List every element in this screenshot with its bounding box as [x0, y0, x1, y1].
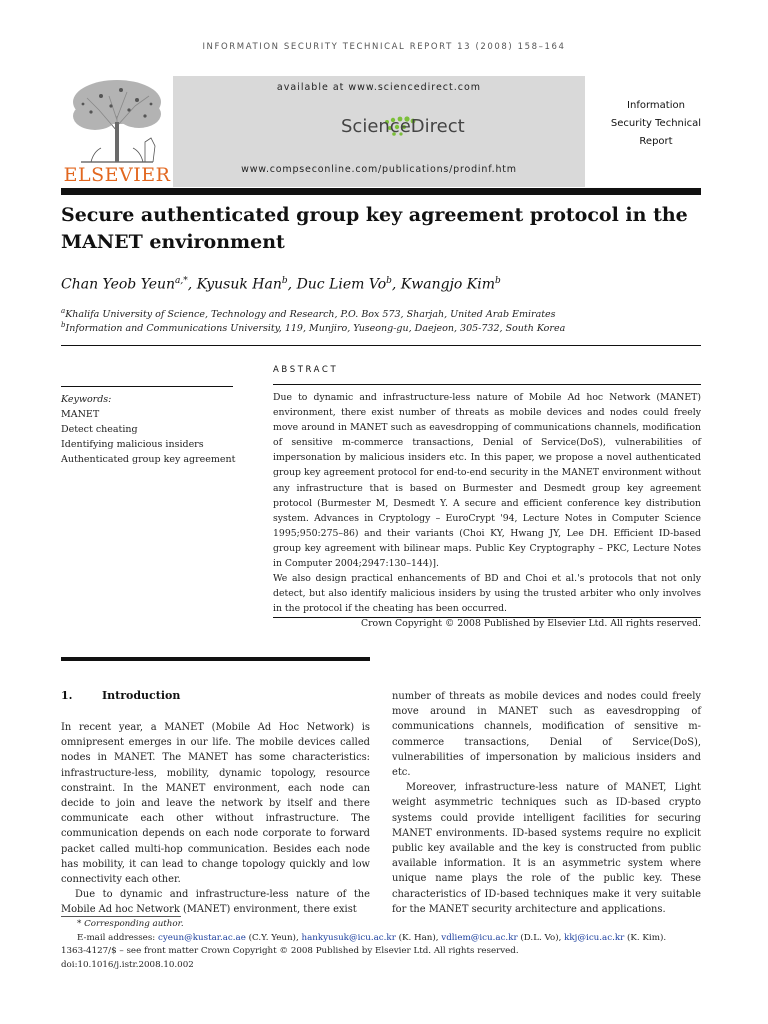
body-paragraph: In recent year, a MANET (Mobile Ad Hoc Network) is omnipresent emerges in our life. The mobile devices called nodes in MANET. The MANET has some characteristics: infrastructure-less, mobility, dynamic topology, resource constraint. In the MANET environment, each node can decide to join and leave the network by itself and there communicate each other without infrastructure. The communication depends on each node corporate to forward packet called multi-hop communication. Besides each node has mobility, it can lead to change topology quickly and low connectivity each other. [61, 722, 370, 886]
body-column-left [61, 720, 370, 918]
available-at-text[interactable]: available at www.sciencedirect.com [276, 82, 482, 93]
keyword-item: Identifying malicious insiders [61, 439, 204, 451]
author-name: Kwangjo Kim [400, 276, 496, 293]
header-rule [61, 188, 701, 195]
section-divider [61, 345, 701, 346]
abstract-paragraph: We also design practical enhancements of BD and Choi et al.'s protocols that not only detect, but also identify malicious insiders by using the trusted arbiter who only involves in the protocol if the cheating has been occurred. [273, 573, 701, 615]
abstract-copyright: Crown Copyright © 2008 Published by Elsevier Ltd. All rights reserved. [360, 618, 701, 630]
author-affil-mark: b [495, 276, 501, 286]
abstract-body [273, 390, 701, 632]
doi-line[interactable]: doi:10.1016/j.istr.2008.10.002 [61, 959, 194, 970]
section-title: Introduction [102, 689, 181, 702]
footnotes [61, 918, 701, 972]
keywords-block [61, 392, 261, 467]
email-owner: (K. Kim). [627, 932, 667, 943]
author-affil-mark: b [386, 276, 392, 286]
email-owner: (K. Han), [398, 932, 439, 943]
journal-name [596, 97, 716, 151]
affiliation [61, 307, 701, 320]
section-number: 1. [61, 689, 73, 702]
keywords-top-rule [61, 386, 233, 387]
email-link[interactable]: cyeun@kustar.ac.ae [157, 932, 246, 943]
abstract-heading: ABSTRACT [273, 365, 339, 375]
author-name: Kyusuk Han [196, 276, 282, 293]
affiliation-text: Information and Communications University, 119, Munjiro, Yuseong-gu, Daejeon, 305-732, South Korea [65, 323, 566, 335]
body-paragraph: Moreover, infrastructure-less nature of MANET, Light weight asymmetric techniques such as ID-based crypto systems could provide intelligent facilities for securing MANET environments. ID-based systems require no explicit public key available and the key is constructed from public available information. It is an asymmetric system where unique name plays the role of the public key. These characteristics of ID-based techniques make it very suitable for the MANET security architecture and applications. [392, 782, 701, 915]
email-addresses [61, 932, 701, 946]
sciencedirect-wordmark: ScienceDirect [341, 116, 465, 137]
body-start-rule [61, 657, 370, 661]
author-name: Duc Liem Vo [296, 276, 387, 293]
section-heading [61, 689, 180, 702]
abstract-paragraph: Due to dynamic and infrastructure-less nature of Mobile Ad hoc Network (MANET) environment, there exist number of threats as mobile devices and nodes could freely move around in MANET such as eavesdropping of communications channels, modification of sensitive m-commerce transactions, Denial of Service(DoS), vulnerabilities of impersonation by malicious insiders etc. In this paper, we propose a novel authenticated group key agreement protocol for end-to-end security in the MANET environment without any infrastructure that is based on Burmester and Desmedt group key agreement protocol (Burmester M, Desmedt Y. A secure and efficient conference key distribution system. Advances in Cryptology – EuroCrypt '94, Lecture Notes in Computer Science 1995;950:275–86) and their variants (Choi KY, Hwang JY, Lee DH. Efficient ID-based group key agreement with bilinear maps. Public Key Cryptography – PKC, Lecture Notes in Computer 2004;2947:130–144)]. [273, 392, 701, 570]
body-column-right [392, 689, 701, 917]
affiliation-mark: a [61, 307, 66, 315]
affiliation [61, 321, 701, 334]
email-label: E-mail addresses: [77, 932, 156, 943]
keyword-item: Detect cheating [61, 424, 138, 436]
elsevier-logo [61, 76, 173, 186]
keywords-label: Keywords: [61, 394, 112, 405]
sciencedirect-banner [173, 76, 585, 187]
abstract-bottom-rule [273, 617, 701, 618]
journal-name-line: Information [627, 100, 685, 111]
keyword-item: Authenticated group key agreement [61, 454, 236, 466]
email-owner: (C.Y. Yeun), [248, 932, 299, 943]
author-affil-mark: a,* [175, 276, 188, 286]
corresponding-author-note: * Corresponding author. [77, 919, 184, 929]
author-name: Chan Yeob Yeun [61, 276, 176, 293]
elsevier-tree-icon [61, 76, 173, 164]
affiliation-mark: b [61, 321, 66, 329]
abstract-top-rule [273, 384, 701, 385]
body-paragraph: Due to dynamic and infrastructure-less nature of the Mobile Ad hoc Network (MANET) environment, there exist [61, 889, 370, 916]
running-head: INFORMATION SECURITY TECHNICAL REPORT 13 (2008) 158–164 [202, 42, 566, 52]
elsevier-wordmark: ELSEVIER [63, 164, 171, 186]
keyword-item: MANET [61, 409, 100, 421]
issn-line: 1363-4127/$ – see front matter Crown Copyright © 2008 Published by Elsevier Ltd. All rights reserved. [61, 946, 519, 956]
email-link[interactable]: vdliem@icu.ac.kr [441, 932, 518, 943]
journal-name-line: Security Technical [610, 118, 702, 129]
journal-url[interactable]: www.compseconline.com/publications/prodinf.htm [241, 164, 517, 175]
author-list: Chan Yeob Yeun$^{a,*}$, Kyusuk Han$^b$, Duc Liem Vo$^b$, Kwangjo Kim$^b$ [61, 276, 501, 293]
article-title: Secure authenticated group key agreement protocol in the MANET environment [61, 204, 688, 253]
author-affil-mark: b [281, 276, 288, 286]
email-link[interactable]: hankyusuk@icu.ac.kr [301, 932, 396, 943]
email-owner: (D.L. Vo), [520, 932, 562, 943]
body-paragraph: number of threats as mobile devices and nodes could freely move around in MANET such as eavesdropping of communications channels, modification of sensitive m-commerce transactions, Denial of Service(DoS), vulnerabilities of impersonation by malicious insiders and etc. [392, 691, 701, 779]
affiliation-text: Khalifa University of Science, Technology and Research, P.O. Box 573, Sharjah, United Arab Emirates [65, 309, 556, 321]
footnote-rule [61, 916, 181, 917]
journal-name-line: Report [639, 136, 673, 147]
email-link[interactable]: kkj@icu.ac.kr [564, 932, 625, 943]
